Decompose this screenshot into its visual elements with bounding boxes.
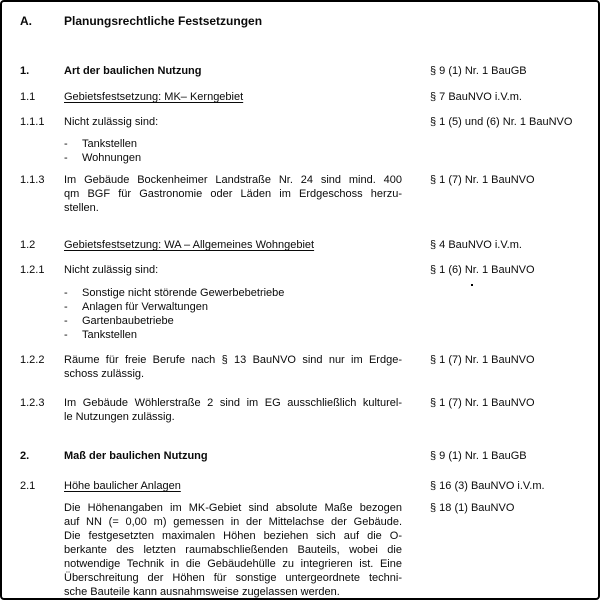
text-line: schoss zulässig. bbox=[64, 368, 145, 380]
clause-row-1-2-2 bbox=[20, 353, 590, 381]
clause-number: 1.2.3 bbox=[20, 397, 45, 409]
legal-reference: § 1 (5) und (6) Nr. 1 BauNVO bbox=[430, 116, 573, 128]
dash-marker: - bbox=[64, 152, 68, 164]
clause-title: Höhe baulicher Anlagen bbox=[64, 480, 181, 492]
page-title: Planungsrechtliche Festsetzungen bbox=[64, 14, 263, 28]
bullet-list-row bbox=[20, 286, 590, 342]
clause-row-1-2-3 bbox=[20, 396, 590, 424]
legal-reference: § 1 (7) Nr. 1 BauNVO bbox=[430, 397, 535, 409]
section-title: Art der baulichen Nutzung bbox=[64, 65, 202, 77]
section-letter: A. bbox=[20, 14, 32, 28]
legal-reference: § 9 (1) Nr. 1 BauGB bbox=[430, 450, 527, 462]
text-line: sche Bauteile kann ausnahmsweise zugelassen werden. bbox=[64, 586, 340, 598]
bullet-list bbox=[64, 137, 402, 165]
list-item bbox=[64, 137, 402, 151]
section-title: Maß der baulichen Nutzung bbox=[64, 450, 208, 462]
clause-text bbox=[64, 173, 402, 215]
clause-title: Gebietsfestsetzung: WA – Allgemeines Wohngebiet bbox=[64, 239, 315, 251]
bullet-list-row bbox=[20, 137, 590, 165]
clause-text: Nicht zulässig sind: bbox=[64, 116, 159, 128]
clause-row-1-1 bbox=[20, 90, 590, 104]
list-item-text: Wohnungen bbox=[82, 152, 142, 164]
dash-marker: - bbox=[64, 287, 68, 299]
clause-number: 1.2.1 bbox=[20, 264, 45, 276]
legal-reference: § 1 (7) Nr. 1 BauNVO bbox=[430, 174, 535, 186]
section-number: 1. bbox=[20, 65, 30, 77]
text-line: auf NN (= 0,00 m) gemessen in der Mittelachse der Gebäude. bbox=[64, 516, 402, 528]
text-line: Im Gebäude Wöhlerstraße 2 sind im EG ausschließlich kulturel- bbox=[64, 397, 402, 409]
section-number: 2. bbox=[20, 450, 30, 462]
list-item-text: Tankstellen bbox=[82, 138, 138, 150]
heading-row-a bbox=[20, 14, 590, 28]
clause-text bbox=[64, 396, 402, 424]
clause-number: 2.1 bbox=[20, 480, 36, 492]
list-item-text: Tankstellen bbox=[82, 329, 138, 341]
legal-reference: § 18 (1) BauNVO bbox=[430, 502, 515, 514]
text-line: Räume für freie Berufe nach § 13 BauNVO sind nur im Erdge- bbox=[64, 354, 402, 366]
list-item bbox=[64, 286, 402, 300]
dash-marker: - bbox=[64, 301, 68, 313]
clause-number: 1.2 bbox=[20, 239, 36, 251]
list-item bbox=[64, 300, 402, 314]
clause-text: Nicht zulässig sind: bbox=[64, 264, 159, 276]
bullet-list bbox=[64, 286, 402, 342]
clause-paragraph-row bbox=[20, 501, 590, 599]
clause-number: 1.1.3 bbox=[20, 174, 45, 186]
text-line: qm BGF für Gastronomie oder Läden im Erdgeschoss herzu- bbox=[64, 188, 402, 200]
section-row-2 bbox=[20, 449, 590, 463]
text-line: Überschreitung der Höhen für sonstige untergeordnete techni- bbox=[64, 572, 402, 584]
text-line: le Nutzungen zulässig. bbox=[64, 411, 175, 423]
text-line: notwendige Technik in die Gebäudehülle zu integrieren ist. Eine bbox=[64, 558, 402, 570]
legal-reference: § 16 (3) BauNVO i.V.m. bbox=[430, 480, 545, 492]
clause-row-1-2 bbox=[20, 238, 590, 252]
clause-row-2-1 bbox=[20, 479, 590, 493]
legal-reference: § 1 (6) Nr. 1 BauNVO bbox=[430, 264, 535, 276]
list-item bbox=[64, 328, 402, 342]
list-item-text: Sonstige nicht störende Gewerbebetriebe bbox=[82, 287, 285, 299]
clause-number: 1.1.1 bbox=[20, 116, 45, 128]
list-item bbox=[64, 151, 402, 165]
dash-marker: - bbox=[64, 329, 68, 341]
clause-row-1-1-3 bbox=[20, 173, 590, 215]
clause-text bbox=[64, 353, 402, 381]
dash-marker: - bbox=[64, 138, 68, 150]
text-line: Die festgesetzten maximalen Höhen beziehen sich auf die O- bbox=[64, 530, 402, 542]
dash-marker: - bbox=[64, 315, 68, 327]
stray-dot-artifact bbox=[471, 284, 473, 286]
text-line: berkante des letzten raumabschließenden Bauteils, wobei die bbox=[64, 544, 402, 556]
clause-paragraph bbox=[64, 501, 402, 599]
section-row-1 bbox=[20, 64, 590, 78]
clause-number: 1.2.2 bbox=[20, 354, 45, 366]
clause-row-1-1-1 bbox=[20, 115, 590, 129]
list-item bbox=[64, 314, 402, 328]
clause-row-1-2-1 bbox=[20, 263, 590, 277]
legal-reference: § 9 (1) Nr. 1 BauGB bbox=[430, 65, 527, 77]
legal-reference: § 4 BauNVO i.V.m. bbox=[430, 239, 522, 251]
list-item-text: Anlagen für Verwaltungen bbox=[82, 301, 208, 313]
text-line: Im Gebäude Bockenheimer Landstraße Nr. 24 sind mind. 400 bbox=[64, 174, 402, 186]
legal-reference: § 7 BauNVO i.V.m. bbox=[430, 91, 522, 103]
text-line: Die Höhenangaben im MK-Gebiet sind absolute Maße bezogen bbox=[64, 502, 402, 514]
clause-number: 1.1 bbox=[20, 91, 36, 103]
legal-reference: § 1 (7) Nr. 1 BauNVO bbox=[430, 354, 535, 366]
text-line: stellen. bbox=[64, 202, 99, 214]
list-item-text: Gartenbaubetriebe bbox=[82, 315, 174, 327]
clause-title: Gebietsfestsetzung: MK– Kerngebiet bbox=[64, 91, 244, 103]
